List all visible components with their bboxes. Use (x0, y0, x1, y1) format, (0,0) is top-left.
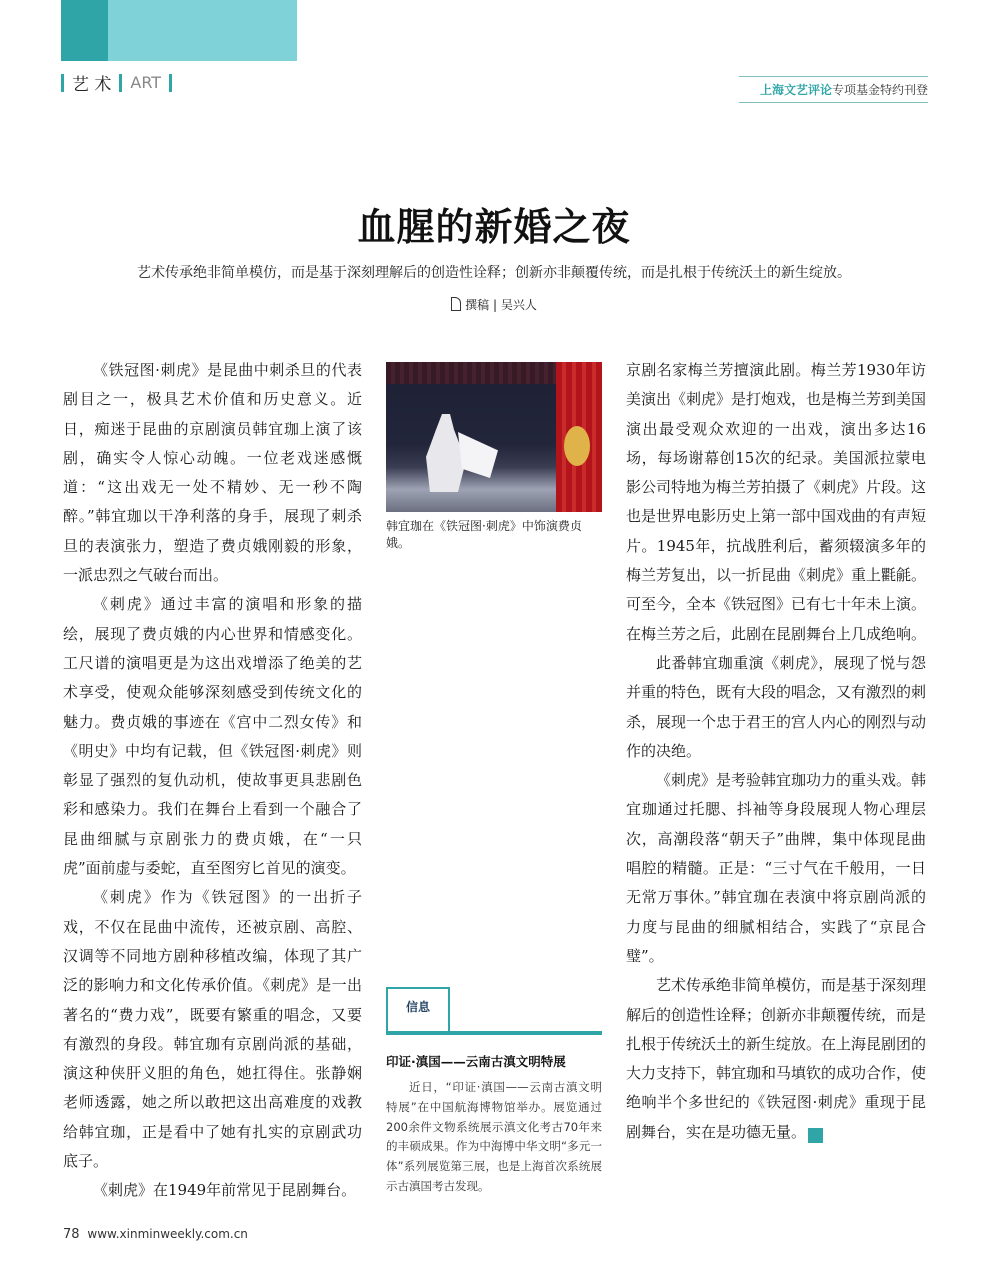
paragraph-text: 艺术传承绝非简单模仿，而是基于深刻理解后的创造性诠释；创新亦非颠覆传统，而是扎根于传统沃土的新生绽放。在上海昆剧团的大力支持下，韩宜珈和马填钦的成功合作，使绝响半个多世纪的《铁冠图·刺虎》重现于昆剧舞台，实在是功德无量。 (626, 976, 927, 1141)
photo-lantern (564, 426, 590, 466)
article-title: 血腥的新婚之夜 (357, 204, 631, 249)
photo-performer (426, 414, 466, 492)
divider (169, 74, 172, 92)
info-title: 印证·滇国——云南古滇文明特展 (386, 1054, 566, 1069)
paragraph (626, 971, 926, 1147)
info-text (386, 1078, 602, 1197)
stage-photo (386, 362, 602, 512)
left-column (63, 356, 362, 1206)
divider (61, 74, 64, 92)
photo-sleeve (458, 432, 498, 478)
paragraph: 此番韩宜珈重演《刺虎》，展现了悦与怨并重的特色，既有大段的唱念，又有激烈的刺杀，展现一个忠于君王的宫人内心的刚烈与动作的决绝。 (626, 653, 927, 760)
divider (119, 74, 122, 92)
section-cn: 艺 术 (72, 75, 112, 95)
paragraph: 《铁冠图·刺虎》是昆曲中刺杀旦的代表剧目之一，极具艺术价值和历史意义。近日，痴迷于昆曲的京剧演员韩宜珈上演了该剧，确实令人惊心动魄。一位老戏迷感慨道：“这出戏无一处不精妙、无一秒不陶醉。”韩宜珈以干净利落的身手，展现了刺杀旦的表演张力，塑造了费贞娥刚毅的形象，一派忠烈之气破台而出。 (63, 361, 362, 585)
paragraph: 《刺虎》通过丰富的演唱和形象的描绘，展现了费贞娥的内心世界和情感变化。工尺谱的演唱更是为这出戏增添了绝美的艺术享受，使观众能够深刻感受到传统文化的魅力。费贞娥的事迹在《宫中二烈女传》和《明史》中均有记载，但《铁冠图·刺虎》则彰显了强烈的复仇动机，使故事更具悲剧色彩和感染力。我们在舞台上看到一个融合了昆曲细腻与京剧张力的费贞娥，在“一只虎”面前虚与委蛇，直至图穷匕首见的演变。 (63, 595, 362, 878)
photo-caption: 韩宜珈在《铁冠图·刺虎》中饰演费贞娥。 (386, 519, 582, 550)
header-color-band (61, 0, 297, 61)
sponsor-note (739, 76, 928, 103)
sponsor-highlight: 上海文艺评论 (759, 83, 832, 97)
paragraph: 《刺虎》在1949年前常见于昆剧舞台。 (93, 1181, 357, 1200)
header-color-band-dark (61, 0, 108, 61)
footer-url: www.xinminweekly.com.cn (87, 1227, 248, 1241)
byline-text: 撰稿 | 吴兴人 (465, 298, 537, 312)
sponsor-rest: 专项基金特约刊登 (831, 83, 928, 97)
pen-icon (451, 297, 461, 311)
info-paragraph: 近日，“印证·滇国——云南古滇文明特展”在中国航海博物馆举办。展览通过200余件文物系统展示滇文化考古70年来的丰硕成果。作为中海博中华文明“多元一体”系列展览第三展，也是上海首次系统展示古滇国考古发现。 (386, 1080, 602, 1193)
paragraph: 《刺虎》作为《铁冠图》的一出折子戏，不仅在昆曲中流传，还被京剧、高腔、汉调等不同地方剧种移植改编，体现了其广泛的影响力和文化传承价值。《刺虎》是一出著名的“费力戏”，既要有繁重的唱念，又要有激烈的身段。韩宜珈有京剧尚派的基础，演这种侠肝义胆的角色，她扛得住。张静娴老师透露，她之所以敢把这出高难度的戏教给韩宜珈，正是看中了她有扎实的京剧武功底子。 (63, 888, 362, 1171)
section-en: ART (130, 73, 162, 92)
section-label (61, 70, 172, 95)
footer (63, 1227, 248, 1242)
byline (0, 296, 988, 313)
paragraph: 《刺虎》是考验韩宜珈功力的重头戏。韩宜珈通过托腮、抖袖等身段展现人物心理层次，高潮段落“朝天子”曲牌，集中体现昆曲唱腔的精髓。正是：“三寸气在千般用，一日无常万事休。”韩宜珈在表演中将京剧尚派的力度与昆曲的细腻相结合，实践了“京昆合璧”。 (626, 771, 927, 965)
page-number: 78 (63, 1227, 80, 1242)
paragraph: 京剧名家梅兰芳擅演此剧。梅兰芳1930年访美演出《刺虎》是打炮戏，也是梅兰芳到美国演出最受观众欢迎的一出戏，演出多达16场，每场谢幕创15次的纪录。美国派拉蒙电影公司特地为梅兰芳拍摄了《刺虎》片段。这也是世界电影历史上第一部中国戏曲的有声短片。1945年，抗战胜利后，蓄须辍演多年的梅兰芳复出，以一折昆曲《刺虎》重上氍毹。可至今，全本《铁冠图》已有七十年未上演。在梅兰芳之后，此剧在昆剧舞台上几成绝响。 (626, 361, 927, 643)
end-mark: 民 (808, 1128, 823, 1143)
info-rule (386, 1031, 602, 1035)
article-subtitle: 艺术传承绝非简单模仿，而是基于深刻理解后的创造性诠释；创新亦非颠覆传统，而是扎根于传统沃土的新生绽放。 (137, 265, 851, 281)
right-column (626, 356, 926, 1147)
info-label: 信息 (386, 987, 450, 1033)
